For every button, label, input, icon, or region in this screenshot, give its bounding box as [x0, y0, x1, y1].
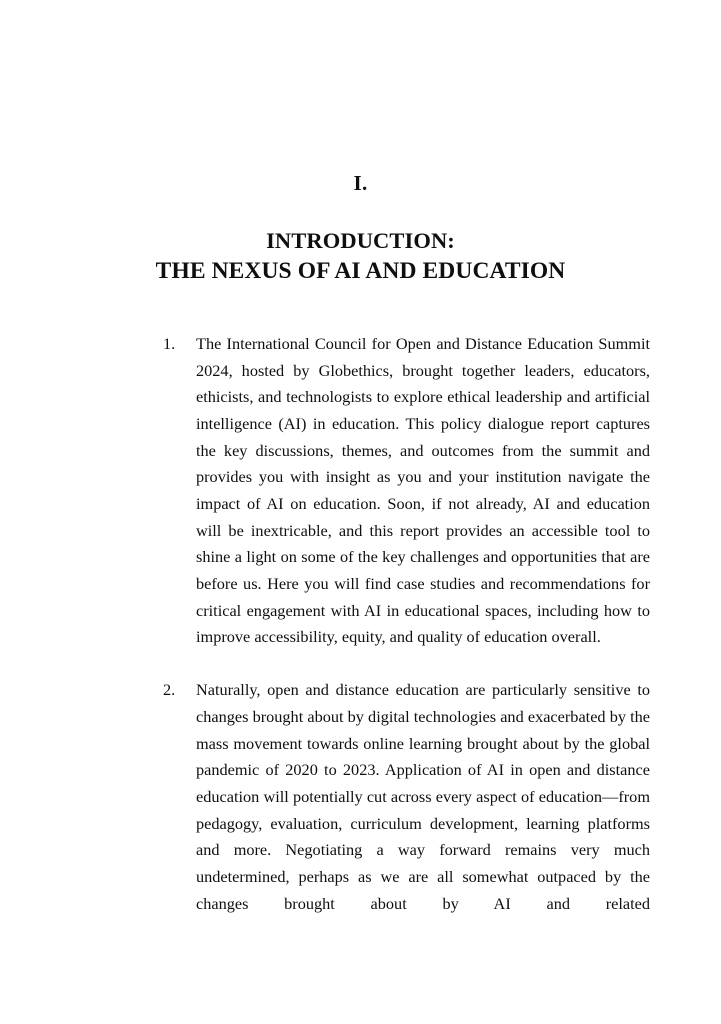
- paragraph-body: The International Council for Open and Distance Education Summit 2024, hosted by Globethics, brought together leaders, educators, ethicists, and technologists to explore ethical leadership and artificial intelligence (AI) in education. This policy dialogue report captures the key discussions, themes, and outcomes from the summit and provides you with insight as you and your institution navigate the impact of AI on education. Soon, if not already, AI and education will be inextricable, and this report provides an accessible tool to shine a light on some of the key challenges and opportunities that are before us. Here you will find case studies and recommendations for critical engagement with AI in educational spaces, including how to improve accessibility, equity, and quality of education overall.: [196, 334, 650, 647]
- chapter-number: I.: [353, 171, 368, 195]
- numbered-paragraph: [163, 677, 650, 917]
- paragraph-number: 2.: [163, 680, 176, 700]
- body-text-block: [163, 331, 650, 917]
- chapter-title-line-2: THE NEXUS OF AI AND EDUCATION: [155, 258, 566, 284]
- paragraph-body: Naturally, open and distance education are particularly sensitive to changes brought about by digital technologies and exacerbated by the mass movement towards online learning brought about by the global pandemic of 2020 to 2023. Application of AI in open and distance education will potentially cut across every aspect of education—from pedagogy, evaluation, curriculum development, learning platforms and more. Negotiating a way forward remains very much undetermined, perhaps as we are all somewhat outpaced by the changes brought about by AI and related: [196, 680, 650, 913]
- chapter-title: [0, 226, 721, 286]
- numbered-paragraph: [163, 331, 650, 651]
- paragraph-number: 1.: [163, 334, 176, 353]
- chapter-title-line-1: INTRODUCTION:: [266, 228, 455, 253]
